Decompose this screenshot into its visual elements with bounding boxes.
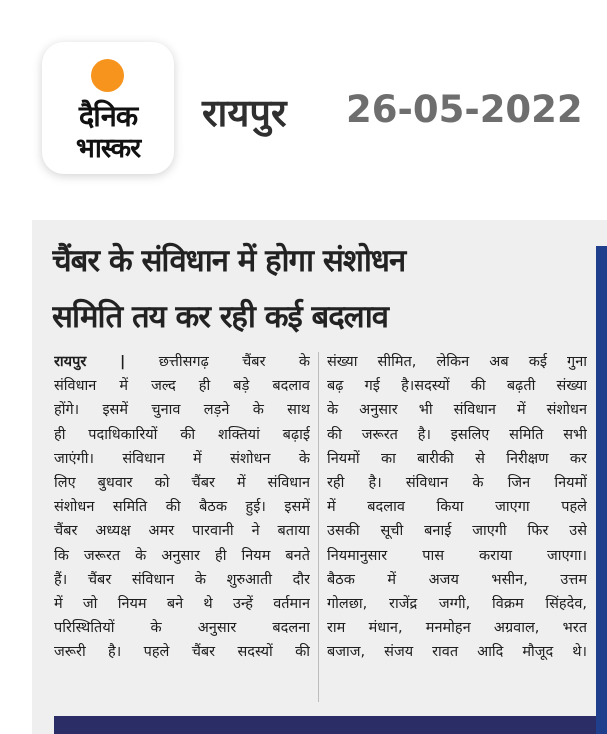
column-line: हैं। चैंबर संविधान के शुरुआती दौर — [54, 571, 310, 588]
column-line: बढ़ गई है।सदस्यों की बढ़ती संख्या — [327, 378, 587, 395]
column-line: संविधान में जल्द ही बड़े बदलाव — [54, 378, 310, 395]
article-column-left — [54, 350, 310, 664]
column-line: बजाज, संजय रावत आदि मौजूद थे। — [327, 644, 587, 661]
logo-text-line1: दैनिक — [78, 99, 138, 133]
article-column-right — [327, 350, 587, 664]
column-line: की जरूरत है। इसलिए समिति सभी — [327, 426, 587, 443]
headline-line-1: चैंबर के संविधान में होगा संशोधन — [52, 243, 406, 279]
column-line: कि जरूरत के अनुसार ही नियम बनते — [54, 547, 310, 564]
column-line: ही पदाधिकारियों की शक्तियां बढ़ाई — [54, 426, 310, 443]
column-line: होंगे। इसमें चुनाव लड़ने के साथ — [54, 402, 310, 419]
column-line: संशोधन समिति की बैठक हुई। इसमें — [54, 499, 310, 516]
headline-line-2: समिति तय कर रही कई बदलाव — [52, 299, 388, 335]
column-line-text: छत्तीसगढ़ चैंबर के — [158, 354, 310, 370]
column-line: नियमानुसार पास कराया जाएगा। — [327, 547, 587, 564]
logo-text-line2: भास्कर — [75, 133, 141, 164]
bottom-banner-strip — [54, 716, 596, 734]
column-line: बैठक में अजय भसीन, उत्तम — [327, 571, 587, 588]
column-line: में बदलाव किया जाएगा पहले — [327, 499, 587, 516]
dateline: रायपुर | — [54, 354, 126, 370]
column-line: गोलछा, राजेंद्र जग्गी, विक्रम सिंहदेव, — [327, 595, 587, 612]
column-line: में जो नियम बने थे उन्हें वर्तमान — [54, 595, 310, 612]
column-line — [54, 350, 310, 374]
column-line: परिस्थितियों के अनुसार बदलना — [54, 620, 310, 637]
column-line: जाएंगी। संविधान में संशोधन के — [54, 450, 310, 467]
column-line: संख्या सीमित, लेकिन अब कई गुना — [327, 354, 587, 370]
column-divider — [318, 352, 319, 702]
column-line: राम मंधान, मनमोहन अग्रवाल, भरत — [327, 620, 587, 637]
column-line: लिए बुधवार को चैंबर में संविधान — [54, 474, 310, 491]
column-line: रही है। संविधान के जिन नियमों — [327, 474, 587, 491]
dainik-bhaskar-logo — [42, 42, 174, 174]
column-line: जरूरी है। पहले चैंबर सदस्यों की — [54, 644, 310, 661]
column-line: चैंबर अध्यक्ष अमर पारवानी ने बताया — [54, 523, 310, 540]
column-line: के अनुसार भी संविधान में संशोधन — [327, 402, 587, 419]
column-line: उसकी सूची बनाई जाएगी फिर उसे — [327, 523, 587, 540]
page-edge-strip — [596, 246, 607, 734]
sun-dot-icon — [91, 59, 124, 92]
edition-city: रायपुर — [202, 91, 287, 135]
edition-date: 26-05-2022 — [346, 88, 583, 131]
column-line: नियमों का बारीकी से निरीक्षण कर — [327, 450, 587, 467]
